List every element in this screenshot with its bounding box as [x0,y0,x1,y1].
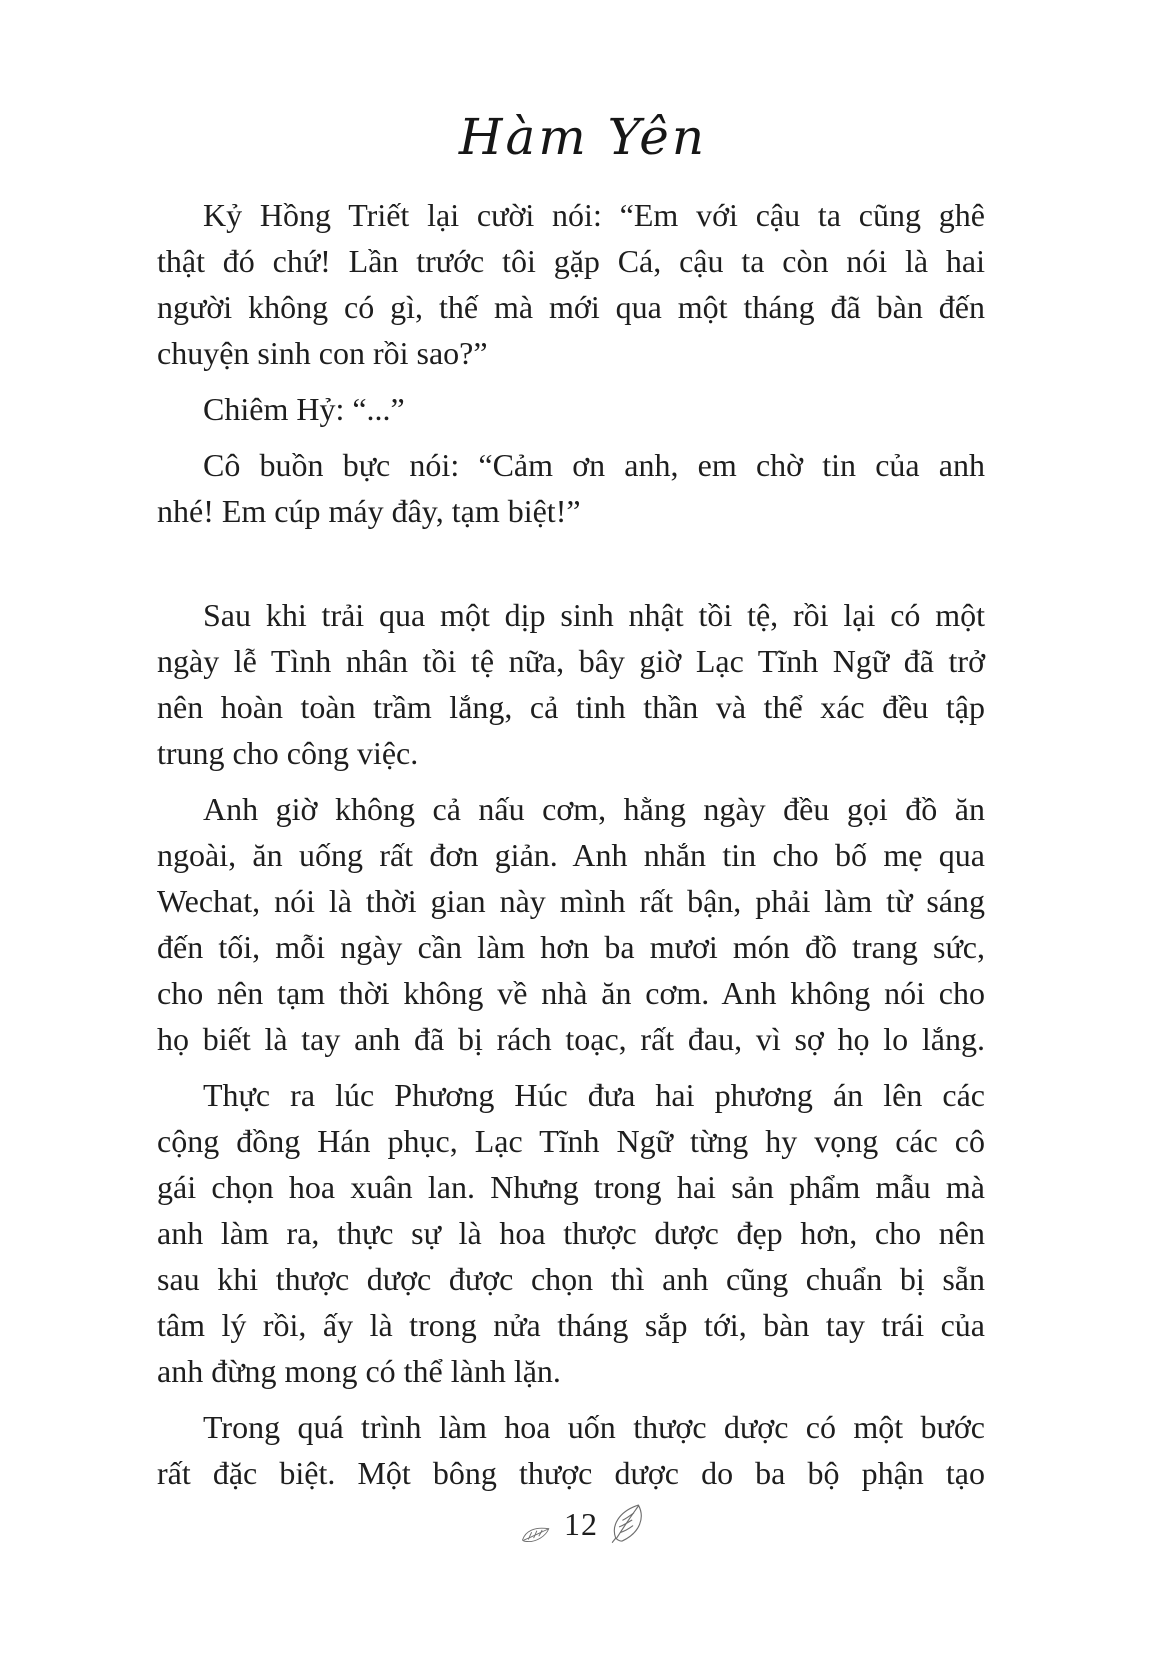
paragraph [157,1404,985,1496]
text-line: sau khi thược dược được chọn thì anh cũng chuẩn bị sẵn [157,1261,985,1297]
text-line: chuyện sinh con rồi sao?” [157,335,488,371]
text-line: rất đặc biệt. Một bông thược dược do ba bộ phận tạo [157,1455,985,1491]
text-line: nên hoàn toàn trầm lắng, cả tinh thần và thể xác đều tập [157,689,985,725]
text-line: ngoài, ăn uống rất đơn giản. Anh nhắn tin cho bố mẹ qua [157,837,985,873]
text-line: gái chọn hoa xuân lan. Nhưng trong hai sản phẩm mẫu mà [157,1169,985,1205]
text-line: anh đừng mong có thể lành lặn. [157,1353,561,1389]
leaf-ornament-right-icon [611,1503,645,1543]
page-title: Hàm Yên [458,108,708,166]
page-number: 12 [564,1505,598,1542]
text-line: nhé! Em cúp máy đây, tạm biệt!” [157,493,581,529]
page-body [157,192,985,1506]
text-line: trung cho công việc. [157,735,419,771]
text-line: Wechat, nói là thời gian này mình rất bận, phải làm từ sáng [157,883,985,919]
text-line: Cô buồn bực nói: “Cảm ơn anh, em chờ tin của anh [203,447,985,483]
paragraph [157,442,985,534]
text-line: Thực ra lúc Phương Húc đưa hai phương án lên các [203,1077,985,1113]
text-line: Sau khi trải qua một dịp sinh nhật tồi tệ, rồi lại có một [203,597,985,633]
text-line: họ biết là tay anh đã bị rách toạc, rất đau, vì sợ họ lo lắng. [157,1021,985,1057]
paragraph [157,592,985,776]
text-line: anh làm ra, thực sự là hoa thược dược đẹp hơn, cho nên [157,1215,985,1251]
paragraph [157,192,985,376]
text-line: đến tối, mỗi ngày cần làm hơn ba mươi món đồ trang sức, [157,929,985,965]
page-footer [0,1496,1166,1552]
text-line: tâm lý rồi, ấy là trong nửa tháng sắp tới, bàn tay trái của [157,1307,985,1343]
paragraph [157,1072,985,1394]
text-line: Anh giờ không cả nấu cơm, hằng ngày đều gọi đồ ăn [203,791,985,827]
text-line: Chiêm Hỷ: “...” [203,391,405,427]
text-line: cho nên tạm thời không về nhà ăn cơm. Anh không nói cho [157,975,985,1011]
text-line: ngày lễ Tình nhân tồi tệ nữa, bây giờ Lạc Tĩnh Ngữ đã trở [157,643,985,679]
text-line: thật đó chứ! Lần trước tôi gặp Cá, cậu ta còn nói là hai [157,243,985,279]
leaf-ornament-left-icon [521,1523,551,1545]
text-line: cộng đồng Hán phục, Lạc Tĩnh Ngữ từng hy vọng các cô [157,1123,985,1159]
text-line: người không có gì, thế mà mới qua một tháng đã bàn đến [157,289,985,325]
paragraph [157,786,985,1062]
text-line: Kỷ Hồng Triết lại cười nói: “Em với cậu ta cũng ghê [203,197,985,233]
text-line: Trong quá trình làm hoa uốn thược dược có một bước [203,1409,985,1445]
paragraph [157,386,985,432]
